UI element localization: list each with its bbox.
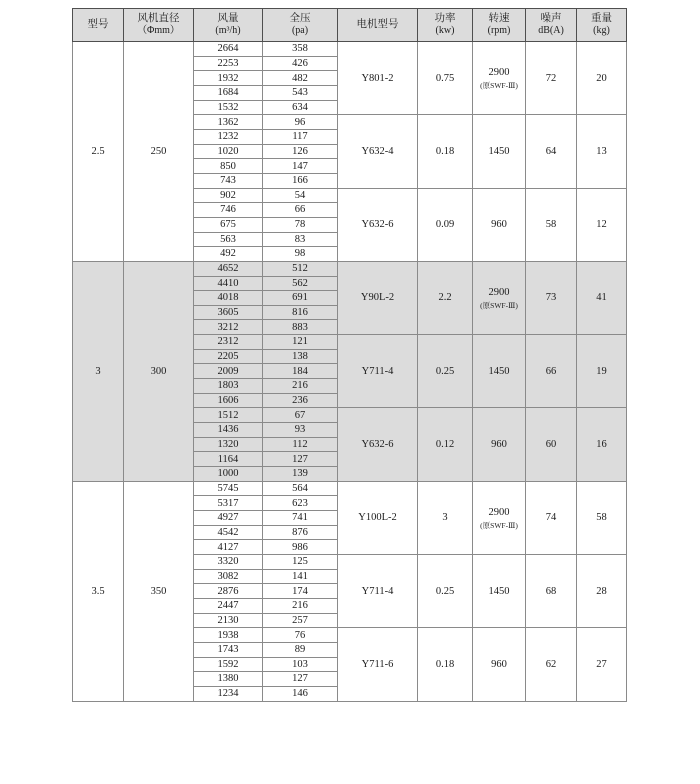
power-cell: 3 <box>418 481 473 554</box>
pressure-cell: 358 <box>263 42 338 57</box>
model-cell: 3.5 <box>73 481 124 701</box>
power-cell: 0.12 <box>418 408 473 481</box>
speed-cell <box>473 115 526 188</box>
table-row <box>73 261 627 276</box>
pressure-cell: 623 <box>263 496 338 511</box>
header-motor <box>338 9 418 42</box>
pressure-cell: 216 <box>263 598 338 613</box>
pressure-cell: 166 <box>263 173 338 188</box>
header-noise-unit: dB(A) <box>538 25 564 37</box>
motor-model-cell: Y632-4 <box>338 115 418 188</box>
pressure-cell: 482 <box>263 71 338 86</box>
pressure-cell: 121 <box>263 335 338 350</box>
airflow-cell: 1436 <box>194 423 263 438</box>
airflow-cell: 2253 <box>194 56 263 71</box>
speed-value: 1450 <box>488 365 510 377</box>
power-cell: 0.18 <box>418 115 473 188</box>
pressure-cell: 543 <box>263 85 338 100</box>
speed-cell <box>473 628 526 701</box>
pressure-cell: 883 <box>263 320 338 335</box>
weight-cell: 12 <box>577 188 627 261</box>
airflow-cell: 1234 <box>194 686 263 701</box>
pressure-cell: 184 <box>263 364 338 379</box>
pressure-cell: 126 <box>263 144 338 159</box>
header-diameter <box>124 9 194 42</box>
fan-spec-table <box>72 8 627 702</box>
motor-model-cell: Y801-2 <box>338 42 418 115</box>
pressure-cell: 96 <box>263 115 338 130</box>
pressure-cell: 986 <box>263 540 338 555</box>
header-noise-label: 噪声 <box>540 13 562 25</box>
airflow-cell: 492 <box>194 247 263 262</box>
airflow-cell: 1684 <box>194 85 263 100</box>
pressure-cell: 67 <box>263 408 338 423</box>
airflow-cell: 1743 <box>194 642 263 657</box>
pressure-cell: 98 <box>263 247 338 262</box>
header-weight-unit: (kg) <box>593 25 610 37</box>
airflow-cell: 4410 <box>194 276 263 291</box>
speed-note: (原SWF-Ⅲ) <box>480 300 518 310</box>
noise-cell: 68 <box>526 554 577 627</box>
airflow-cell: 743 <box>194 173 263 188</box>
motor-model-cell: Y711-4 <box>338 335 418 408</box>
header-airflow-label: 风量 <box>217 13 239 25</box>
header-airflow <box>194 9 263 42</box>
speed-cell <box>473 42 526 115</box>
pressure-cell: 147 <box>263 159 338 174</box>
speed-cell <box>473 335 526 408</box>
airflow-cell: 1164 <box>194 452 263 467</box>
weight-cell: 41 <box>577 261 627 334</box>
header-noise <box>526 9 577 42</box>
table-row <box>73 42 627 57</box>
airflow-cell: 4927 <box>194 511 263 526</box>
header-pressure <box>263 9 338 42</box>
motor-model-cell: Y90L-2 <box>338 261 418 334</box>
speed-value: 2900 <box>488 506 510 518</box>
airflow-cell: 563 <box>194 232 263 247</box>
power-cell: 0.25 <box>418 335 473 408</box>
pressure-cell: 127 <box>263 672 338 687</box>
noise-cell: 72 <box>526 42 577 115</box>
header-diameter-unit: （Φmm） <box>137 25 180 37</box>
weight-cell: 20 <box>577 42 627 115</box>
speed-value: 1450 <box>488 145 510 157</box>
header-model <box>73 9 124 42</box>
header-speed-unit: (rpm) <box>487 25 511 37</box>
weight-cell: 58 <box>577 481 627 554</box>
airflow-cell: 850 <box>194 159 263 174</box>
speed-value: 2900 <box>488 286 510 298</box>
airflow-cell: 5745 <box>194 481 263 496</box>
header-pressure-unit: (pa) <box>291 25 309 37</box>
pressure-cell: 512 <box>263 261 338 276</box>
weight-cell: 13 <box>577 115 627 188</box>
pressure-cell: 141 <box>263 569 338 584</box>
airflow-cell: 902 <box>194 188 263 203</box>
weight-cell: 27 <box>577 628 627 701</box>
noise-cell: 73 <box>526 261 577 334</box>
header-power-unit: (kw) <box>435 25 455 37</box>
pressure-cell: 89 <box>263 642 338 657</box>
airflow-cell: 2205 <box>194 349 263 364</box>
pressure-cell: 117 <box>263 129 338 144</box>
airflow-cell: 675 <box>194 217 263 232</box>
speed-value: 960 <box>491 438 507 450</box>
diameter-cell: 250 <box>124 42 194 262</box>
header-power <box>418 9 473 42</box>
speed-value: 1450 <box>488 585 510 597</box>
pressure-cell: 83 <box>263 232 338 247</box>
airflow-cell: 1000 <box>194 467 263 482</box>
table-row <box>73 481 627 496</box>
speed-note: (原SWF-Ⅲ) <box>480 520 518 530</box>
motor-model-cell: Y100L-2 <box>338 481 418 554</box>
power-cell: 0.09 <box>418 188 473 261</box>
header-pressure-label: 全压 <box>289 13 311 25</box>
pressure-cell: 562 <box>263 276 338 291</box>
noise-cell: 64 <box>526 115 577 188</box>
diameter-cell: 350 <box>124 481 194 701</box>
header-motor-label: 电机型号 <box>356 19 399 31</box>
header-weight <box>577 9 627 42</box>
pressure-cell: 426 <box>263 56 338 71</box>
noise-cell: 62 <box>526 628 577 701</box>
motor-model-cell: Y711-4 <box>338 554 418 627</box>
pressure-cell: 634 <box>263 100 338 115</box>
airflow-cell: 1380 <box>194 672 263 687</box>
pressure-cell: 138 <box>263 349 338 364</box>
airflow-cell: 1938 <box>194 628 263 643</box>
airflow-cell: 4127 <box>194 540 263 555</box>
header-airflow-unit: (m³/h) <box>215 25 241 37</box>
airflow-cell: 3212 <box>194 320 263 335</box>
pressure-cell: 93 <box>263 423 338 438</box>
motor-model-cell: Y632-6 <box>338 188 418 261</box>
power-cell: 0.75 <box>418 42 473 115</box>
pressure-cell: 54 <box>263 188 338 203</box>
noise-cell: 58 <box>526 188 577 261</box>
airflow-cell: 1512 <box>194 408 263 423</box>
speed-cell <box>473 188 526 261</box>
airflow-cell: 4542 <box>194 525 263 540</box>
speed-note: (原SWF-Ⅲ) <box>480 81 518 91</box>
speed-cell <box>473 261 526 334</box>
airflow-cell: 3605 <box>194 305 263 320</box>
pressure-cell: 127 <box>263 452 338 467</box>
speed-value: 960 <box>491 219 507 231</box>
pressure-cell: 236 <box>263 393 338 408</box>
header-diameter-label: 风机直径 <box>137 13 180 25</box>
airflow-cell: 2312 <box>194 335 263 350</box>
airflow-cell: 4018 <box>194 291 263 306</box>
airflow-cell: 1320 <box>194 437 263 452</box>
noise-cell: 66 <box>526 335 577 408</box>
airflow-cell: 2876 <box>194 584 263 599</box>
pressure-cell: 564 <box>263 481 338 496</box>
airflow-cell: 1932 <box>194 71 263 86</box>
airflow-cell: 1592 <box>194 657 263 672</box>
power-cell: 2.2 <box>418 261 473 334</box>
speed-value: 2900 <box>488 66 510 78</box>
pressure-cell: 66 <box>263 203 338 218</box>
airflow-cell: 1362 <box>194 115 263 130</box>
motor-model-cell: Y711-6 <box>338 628 418 701</box>
header-weight-label: 重量 <box>591 13 612 25</box>
airflow-cell: 2009 <box>194 364 263 379</box>
airflow-cell: 1532 <box>194 100 263 115</box>
pressure-cell: 257 <box>263 613 338 628</box>
airflow-cell: 1803 <box>194 379 263 394</box>
header-speed-label: 转速 <box>488 13 510 25</box>
pressure-cell: 112 <box>263 437 338 452</box>
airflow-cell: 5317 <box>194 496 263 511</box>
speed-cell <box>473 554 526 627</box>
header-model-label: 型号 <box>87 19 109 31</box>
pressure-cell: 78 <box>263 217 338 232</box>
pressure-cell: 741 <box>263 511 338 526</box>
pressure-cell: 139 <box>263 467 338 482</box>
airflow-cell: 4652 <box>194 261 263 276</box>
power-cell: 0.25 <box>418 554 473 627</box>
model-cell: 3 <box>73 261 124 481</box>
speed-cell <box>473 408 526 481</box>
airflow-cell: 2130 <box>194 613 263 628</box>
airflow-cell: 1020 <box>194 144 263 159</box>
pressure-cell: 174 <box>263 584 338 599</box>
header-row <box>73 9 627 42</box>
airflow-cell: 3082 <box>194 569 263 584</box>
pressure-cell: 691 <box>263 291 338 306</box>
airflow-cell: 3320 <box>194 554 263 569</box>
header-power-label: 功率 <box>434 13 456 25</box>
airflow-cell: 1232 <box>194 129 263 144</box>
pressure-cell: 76 <box>263 628 338 643</box>
pressure-cell: 816 <box>263 305 338 320</box>
pressure-cell: 216 <box>263 379 338 394</box>
pressure-cell: 103 <box>263 657 338 672</box>
speed-value: 960 <box>491 658 507 670</box>
model-cell: 2.5 <box>73 42 124 262</box>
weight-cell: 28 <box>577 554 627 627</box>
pressure-cell: 125 <box>263 554 338 569</box>
speed-cell <box>473 481 526 554</box>
noise-cell: 74 <box>526 481 577 554</box>
diameter-cell: 300 <box>124 261 194 481</box>
airflow-cell: 746 <box>194 203 263 218</box>
pressure-cell: 146 <box>263 686 338 701</box>
airflow-cell: 2664 <box>194 42 263 57</box>
power-cell: 0.18 <box>418 628 473 701</box>
motor-model-cell: Y632-6 <box>338 408 418 481</box>
pressure-cell: 876 <box>263 525 338 540</box>
weight-cell: 16 <box>577 408 627 481</box>
airflow-cell: 1606 <box>194 393 263 408</box>
airflow-cell: 2447 <box>194 598 263 613</box>
weight-cell: 19 <box>577 335 627 408</box>
header-speed <box>473 9 526 42</box>
noise-cell: 60 <box>526 408 577 481</box>
